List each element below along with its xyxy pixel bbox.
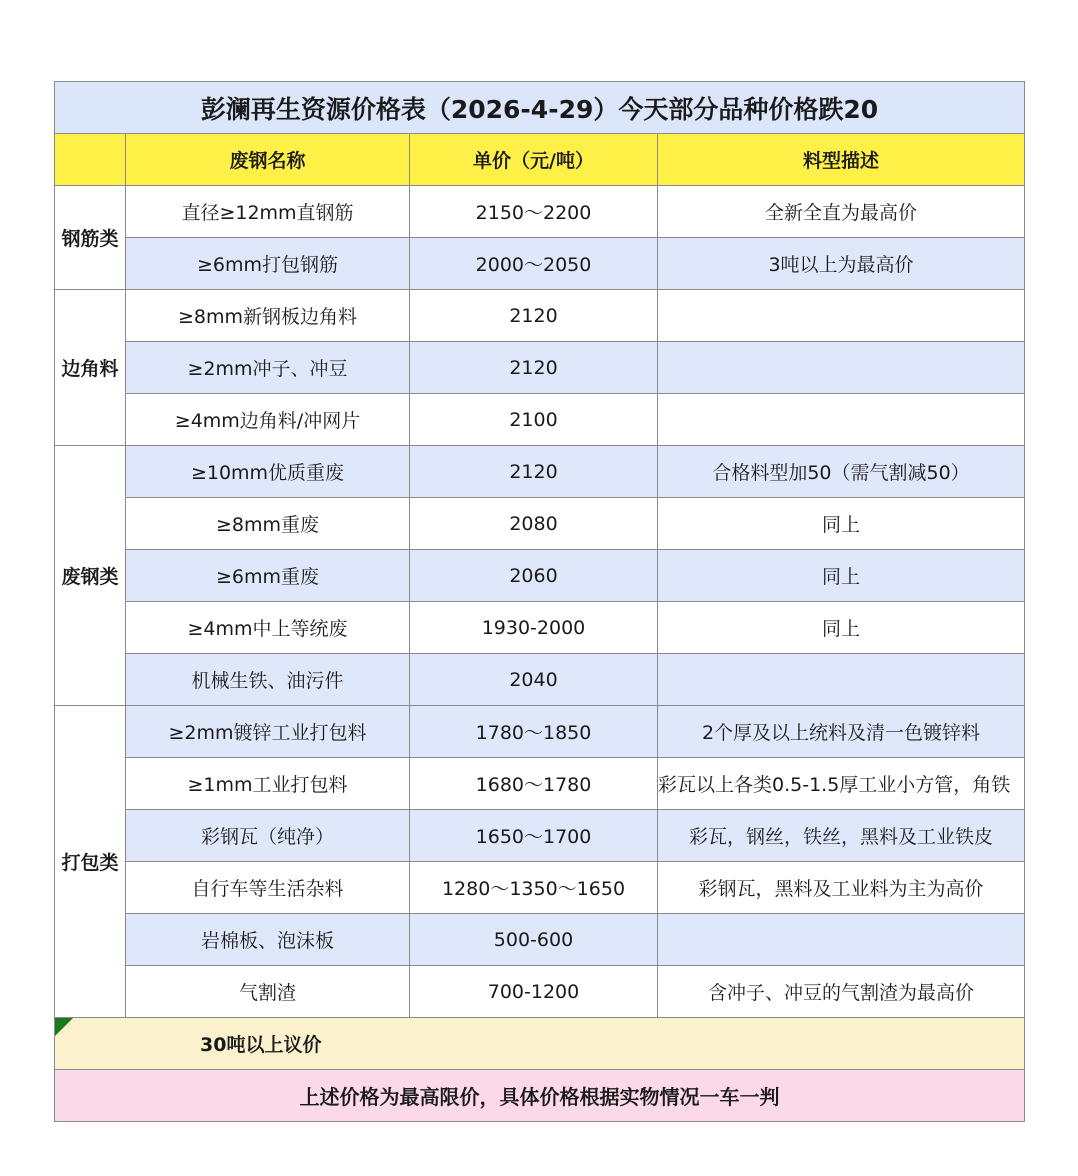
header-name: 废钢名称 [126,134,410,186]
item-desc: 彩瓦以上各类0.5-1.5厚工业小方管，角铁 [658,758,1025,810]
item-desc: 合格料型加50（需气割减50） [658,446,1025,498]
category-cell: 打包类 [55,706,126,1018]
item-name: ≥8mm新钢板边角料 [126,290,410,342]
title-row [55,82,1025,134]
item-name: ≥2mm镀锌工业打包料 [126,706,410,758]
item-name: ≥2mm冲子、冲豆 [126,342,410,394]
table-row [55,342,1025,394]
item-price: 2120 [410,342,658,394]
item-price: 2080 [410,498,658,550]
table-row [55,602,1025,654]
item-price: 2040 [410,654,658,706]
item-desc: 彩瓦，钢丝，铁丝，黑料及工业铁皮 [658,810,1025,862]
item-price: 700-1200 [410,966,658,1018]
item-name: ≥10mm优质重废 [126,446,410,498]
table-row [55,550,1025,602]
table-row [55,238,1025,290]
item-desc: 3吨以上为最高价 [658,238,1025,290]
item-name: 自行车等生活杂料 [126,862,410,914]
table-row [55,706,1025,758]
table-row [55,862,1025,914]
item-name: 气割渣 [126,966,410,1018]
item-name: 彩钢瓦（纯净） [126,810,410,862]
table-row [55,446,1025,498]
item-name: ≥1mm工业打包料 [126,758,410,810]
item-price: 2100 [410,394,658,446]
item-name: 机械生铁、油污件 [126,654,410,706]
note-row [55,1018,1025,1070]
item-desc: 同上 [658,498,1025,550]
item-desc [658,914,1025,966]
item-desc [658,290,1025,342]
item-name: ≥4mm中上等统废 [126,602,410,654]
table-row [55,394,1025,446]
header-price: 单价（元/吨） [410,134,658,186]
item-name: ≥8mm重废 [126,498,410,550]
note-cell [55,1018,1025,1070]
item-price: 500-600 [410,914,658,966]
comment-marker-icon [55,1018,73,1036]
table-row [55,290,1025,342]
table-row [55,810,1025,862]
footer-note: 上述价格为最高限价，具体价格根据实物情况一车一判 [55,1070,1025,1122]
table-row [55,186,1025,238]
item-name: 岩棉板、泡沫板 [126,914,410,966]
bulk-note: 30吨以上议价 [200,1034,322,1056]
item-price: 2120 [410,290,658,342]
item-name: 直径≥12mm直钢筋 [126,186,410,238]
item-desc: 全新全直为最高价 [658,186,1025,238]
table-row [55,758,1025,810]
category-cell: 废钢类 [55,446,126,706]
table-row [55,966,1025,1018]
item-desc [658,342,1025,394]
category-cell: 钢筋类 [55,186,126,290]
category-cell: 边角料 [55,290,126,446]
item-desc: 2个厚及以上统料及清一色镀锌料 [658,706,1025,758]
table-row [55,498,1025,550]
item-desc [658,394,1025,446]
item-price: 1780～1850 [410,706,658,758]
item-price: 1280～1350～1650 [410,862,658,914]
table-row [55,654,1025,706]
table-row [55,914,1025,966]
item-name: ≥4mm边角料/冲网片 [126,394,410,446]
item-price: 2060 [410,550,658,602]
item-desc: 含冲子、冲豆的气割渣为最高价 [658,966,1025,1018]
item-name: ≥6mm打包钢筋 [126,238,410,290]
item-desc: 同上 [658,550,1025,602]
item-desc: 彩钢瓦，黑料及工业料为主为高价 [658,862,1025,914]
item-price: 2120 [410,446,658,498]
table-title: 彭澜再生资源价格表（2026-4-29）今天部分品种价格跌20 [55,82,1025,134]
footer-row [55,1070,1025,1122]
header-row [55,134,1025,186]
item-desc: 同上 [658,602,1025,654]
item-price: 1680～1780 [410,758,658,810]
price-table [54,81,1025,1122]
header-desc: 料型描述 [658,134,1025,186]
header-blank [55,134,126,186]
item-price: 2150～2200 [410,186,658,238]
item-price: 1930-2000 [410,602,658,654]
item-price: 1650～1700 [410,810,658,862]
item-desc [658,654,1025,706]
item-name: ≥6mm重废 [126,550,410,602]
item-price: 2000～2050 [410,238,658,290]
price-sheet [54,81,1024,1122]
